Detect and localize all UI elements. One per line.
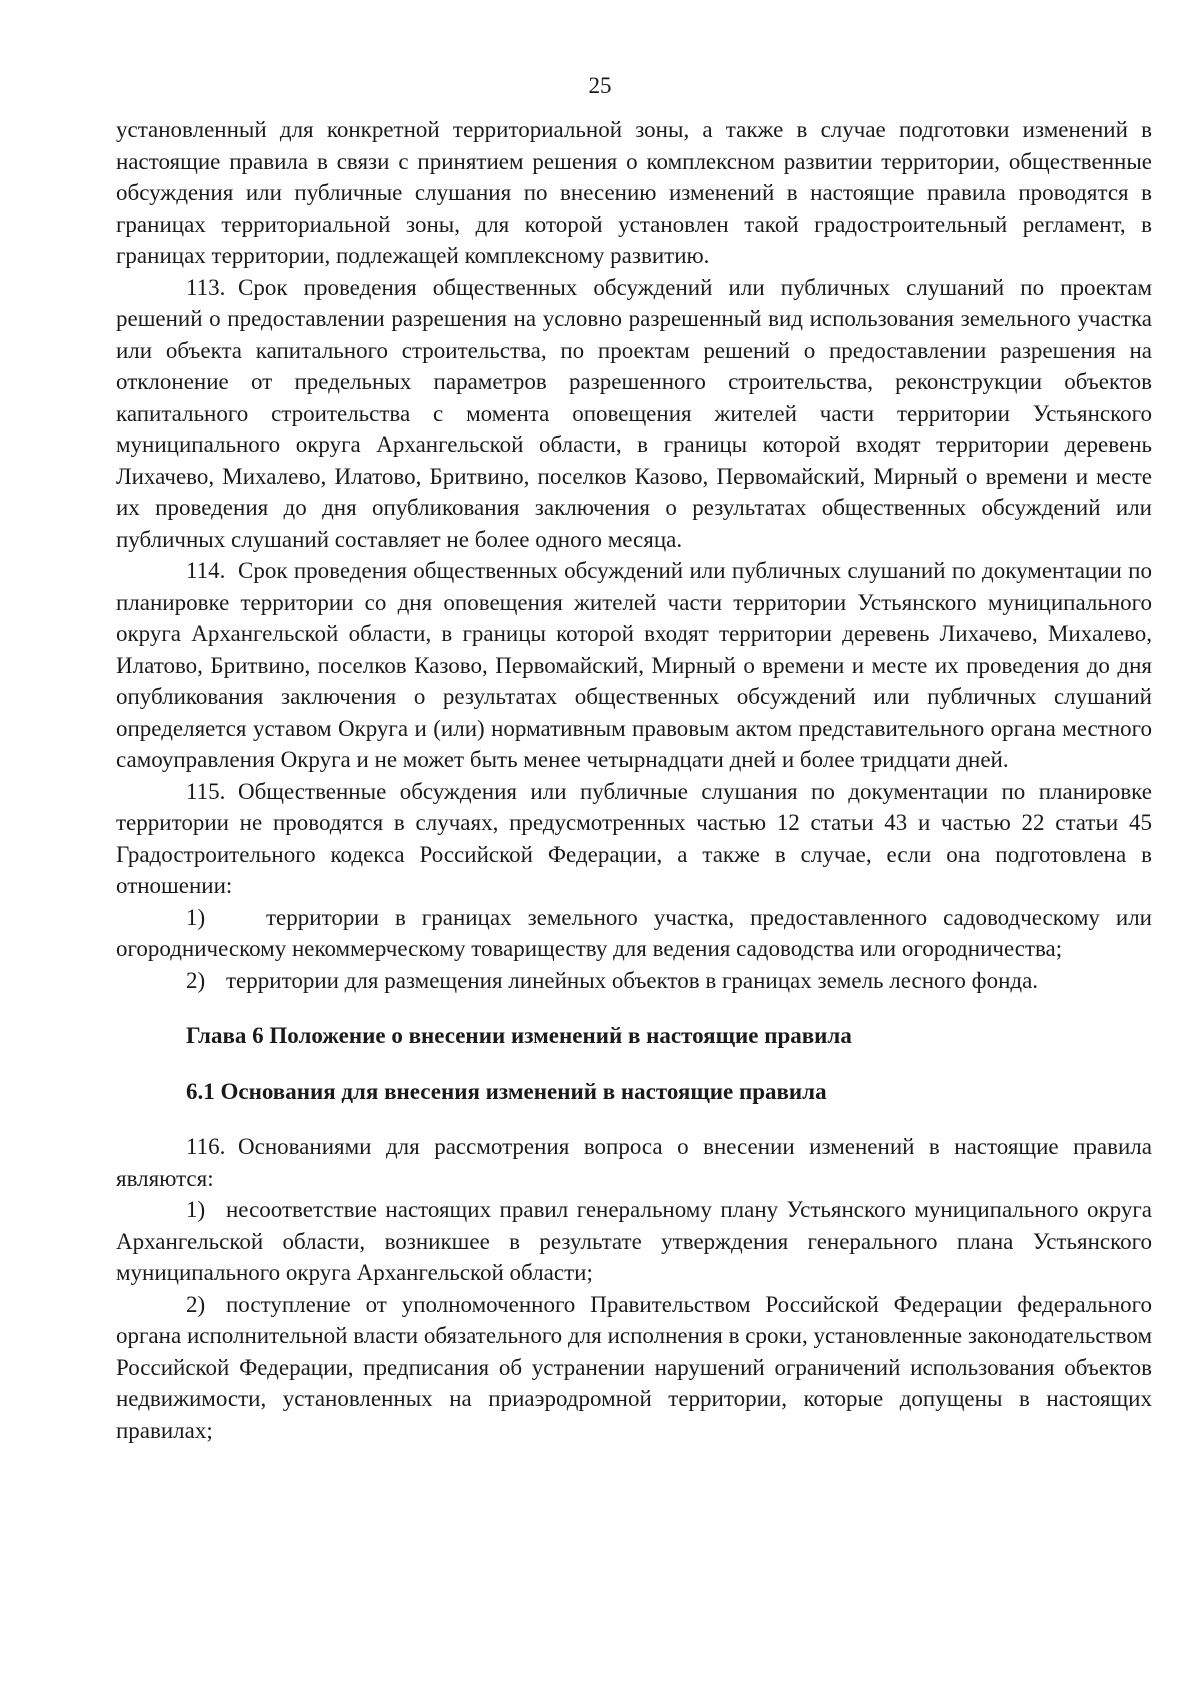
paragraph-text: Общественные обсуждения или публичные слушания по документации по планировке территории не проводятся в случаях, предусмотренных частью 12 статьи 43 и частью 22 статьи 45 Градостроительного кодекса Российской Федерации, а также в случае, если она подготовлена в отношении: (116, 778, 1152, 898)
list-item (116, 902, 1152, 965)
spacer (116, 1052, 1152, 1076)
paragraph-text: Срок проведения общественных обсуждений или публичных слушаний по проектам решений о предоставлении разрешения на условно разрешенный вид использования земельного участка или объекта капитального строительства, по проектам решений о предоставлении разрешения на отклонение от предельных параметров разрешенного строительства, реконструкции объектов капитального строительства с момента оповещения жителей части территории Устьянского муниципального округа Архангельской области, в границы которой входят территории деревень Лихачево, Михалево, Илатово, Бритвино, поселков Казово, Первомайский, Мирный о времени и месте их проведения до дня опубликования заключения о результатах общественных обсуждений или публичных слушаний составляет не более одного месяца. (116, 274, 1152, 552)
list-item-number: 2) (186, 1291, 206, 1317)
list-item (116, 1194, 1152, 1289)
list-item-number: 2) (186, 967, 206, 993)
list-item-number: 1) (186, 1197, 206, 1222)
list-item (116, 1289, 1152, 1447)
paragraph-text: Срок проведения общественных обсуждений или публичных слушаний по документации по планировке территории со дня оповещения жителей части территории Устьянского муниципального округа Архангельской области, в границы которой входят территории деревень Лихачево, Михалево, Илатово, Бритвино, поселков Казово, Первомайский, Мирный о времени и месте их проведения до дня опубликования заключения о результатах общественных обсуждений или публичных слушаний определяется уставом Округа и (или) нормативным правовым актом представительного органа местного самоуправления Округа и не может быть менее четырнадцати дней и более тридцати дней. (116, 558, 1152, 772)
list-item-text: поступление от уполномоченного Правительством Российской Федерации федерального органа исполнительной власти обязательного для исполнения в сроки, установленные законодательством Российской Федерации, предписания об устранении нарушений ограничений использования объектов недвижимости, установленных на приаэродромной территории, которые допущены в настоящих правилах; (116, 1291, 1152, 1443)
list-item-number: 1) (186, 904, 206, 930)
paragraph-113 (116, 272, 1152, 556)
paragraph-number: 114. (186, 558, 226, 583)
list-item-text: территории для размещения линейных объектов в границах земель лесного фонда. (226, 967, 1039, 993)
paragraph-116 (116, 1131, 1152, 1194)
paragraph-continuation: установленный для конкретной территориальной зоны, а также в случае подготовки изменений в настоящие правила в связи с принятием решения о комплексном развитии территории, общественные обсуждения или публичные слушания по внесению изменений в настоящие правила проводятся в границах территориальной зоны, для которой установлен такой градостроительный регламент, в границах территории, подлежащей комплексному развитию. (116, 117, 1152, 268)
paragraph-number: 116. (186, 1134, 226, 1159)
paragraph-text: Основаниями для рассмотрения вопроса о внесении изменений в настоящие правила являются: (116, 1134, 1152, 1191)
chapter-heading: Глава 6 Положение о внесении изменений в настоящие правила (186, 1023, 852, 1048)
paragraph-115 (116, 776, 1152, 902)
document-body (116, 114, 1152, 1446)
page-number: 25 (588, 73, 612, 98)
list-item-text: несоответствие настоящих правил генеральному плану Устьянского муниципального округа Архангельской области, возникшее в результате утверждения генерального плана Устьянского муниципального округа Архангельской области; (116, 1197, 1152, 1285)
spacer (116, 996, 1152, 1020)
paragraph-number: 115. (186, 778, 226, 804)
list-item-text: территории в границах земельного участка, предоставленного садоводческому или огородническому некоммерческому товариществу для ведения садоводства или огородничества; (116, 904, 1152, 961)
list-item (116, 965, 1152, 997)
spacer (116, 1107, 1152, 1131)
paragraph-number: 113. (186, 274, 226, 300)
section-heading: 6.1 Основания для внесения изменений в настоящие правила (186, 1078, 827, 1104)
paragraph-114 (116, 555, 1152, 776)
